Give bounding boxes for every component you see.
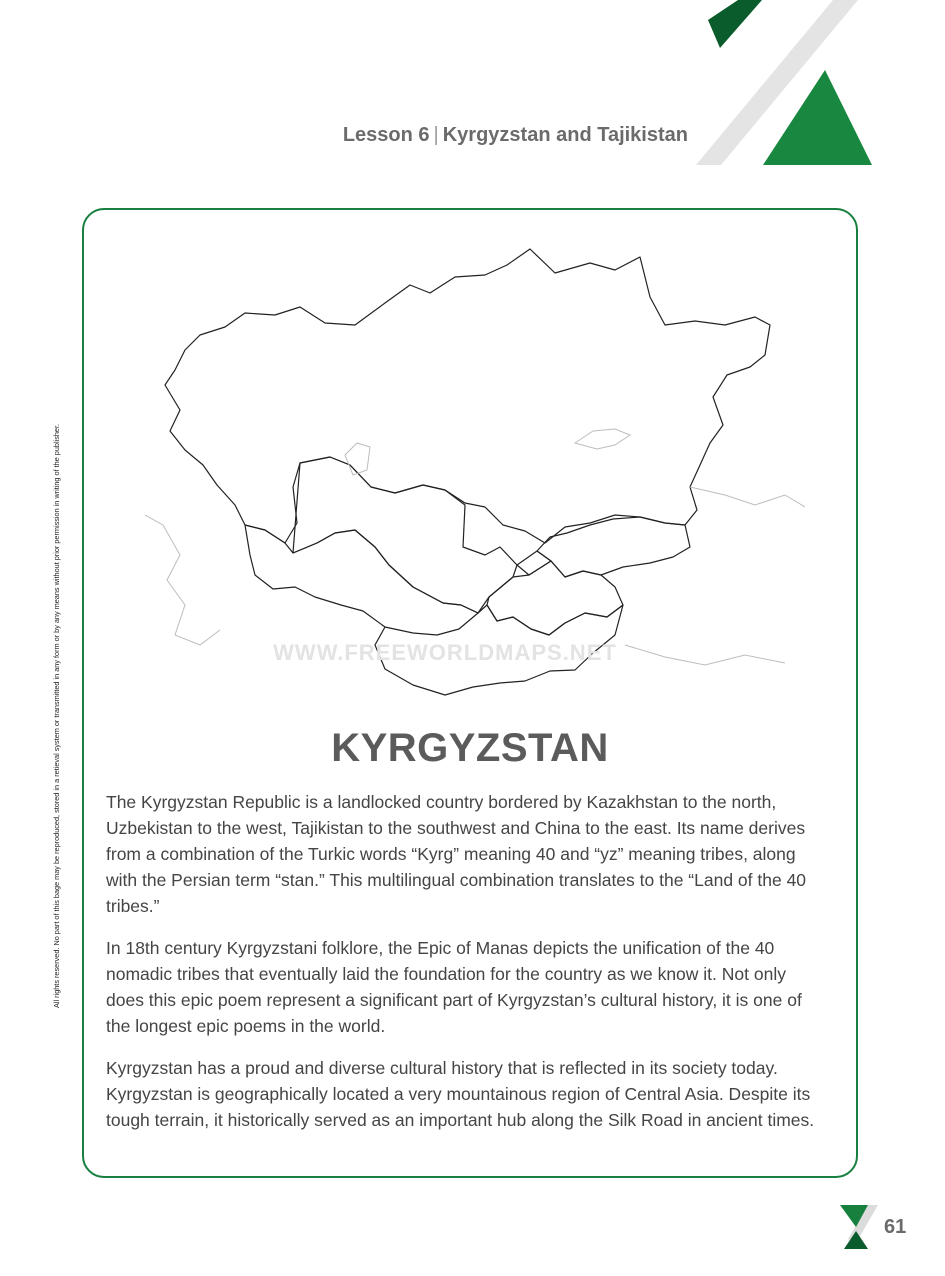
tajikistan-outline: [487, 561, 623, 635]
page-number: 61: [884, 1216, 907, 1238]
south-region-light: [625, 645, 785, 665]
kazakhstan-outline: [165, 249, 770, 543]
map-watermark: WWW.FREEWORLDMAPS.NET: [273, 640, 617, 665]
lesson-number: Lesson 6: [342, 124, 430, 146]
page-number-logo: [838, 1205, 886, 1253]
paragraph-2: In 18th century Kyrgyzstani folklore, the Epic of Manas depicts the unification of the 40 nomadic tribes that eventually laid the foundation for the country as we know it. Not only does this epic poem represent a significant part of Kyrgyzstan’s cultural history, it is one of the longest epic poems in the world.: [106, 938, 802, 1036]
china-border-light: [690, 487, 805, 507]
turkmenistan-outline: [245, 525, 478, 635]
lesson-title: Kyrgyzstan and Tajikistan: [442, 124, 688, 146]
body-text: [106, 789, 826, 1149]
paragraph-3: Kyrgyzstan has a proud and diverse cultural history that is reflected in its society today. Kyrgyzstan is geographically located a very mountainous region of Central Asia. Despite its tough terrain, it historically served as an important hub along the Silk Road in ancient times.: [106, 1058, 815, 1130]
paragraph-1: The Kyrgyzstan Republic is a landlocked country bordered by Kazakhstan to the north, Uzbekistan to the west, Tajikistan to the southwest and China to the east. Its name derives from a combination of the Turkic words “Kyrg” meaning 40 and “yz” meaning tribes, along with the Persian term “stan.” This multilingual combination translates to the “Land of the 40 tribes.”: [106, 792, 807, 916]
lake-balkhash: [575, 429, 630, 449]
corner-logo-graphic: [690, 0, 945, 170]
section-title: KYRGYZSTAN: [331, 726, 609, 770]
copyright-notice: All rights reserved. No part of this bage may be reproduced, stored in a retieval system or transmitted in any form or by any means without prior permission in writing of the publisher.: [52, 423, 61, 1008]
caspian-coast: [145, 515, 220, 645]
aral-sea: [345, 443, 370, 475]
kyrgyzstan-outline: [537, 517, 690, 577]
header-separator: |: [433, 124, 439, 146]
lesson-header: [200, 124, 688, 147]
